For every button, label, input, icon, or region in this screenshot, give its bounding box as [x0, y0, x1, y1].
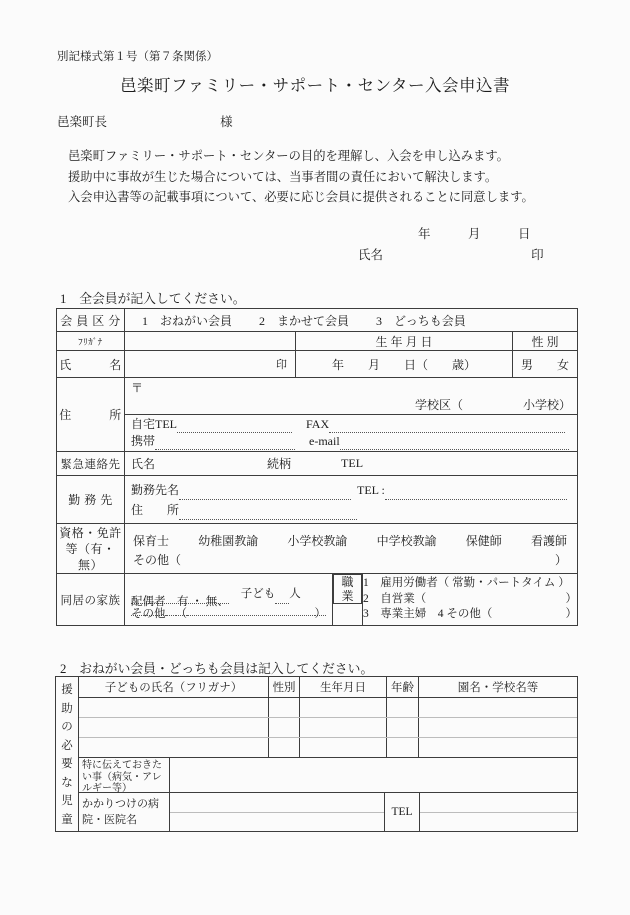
workplace-label: 勤 務 先	[57, 476, 125, 524]
family-row	[57, 574, 578, 626]
occupation-close: ）	[565, 592, 577, 605]
child-school-cell	[419, 698, 577, 717]
special-notes-label: 特に伝えておきたい事（病気・アレルギー等）	[79, 758, 170, 792]
sex-field: 男 女	[513, 351, 578, 378]
spouse-field: 配偶者 有 ・ 無、	[131, 592, 229, 604]
child-name-cell	[79, 738, 269, 757]
date-line: 年 月 日	[418, 227, 531, 241]
section2-heading: 2 おねがい会員・どっちも会員は記入してください。	[60, 662, 374, 676]
email-field	[340, 438, 569, 450]
mobile-label: 携帯	[131, 434, 156, 448]
contact-numbers-field	[125, 415, 578, 452]
postal-mark: 〒	[131, 381, 144, 395]
child-sex-cell	[269, 718, 300, 737]
home-tel-field	[177, 421, 292, 433]
child-dob-cell	[300, 718, 387, 737]
children-label: 子ども	[240, 587, 276, 600]
address-field	[125, 378, 578, 415]
children-count-field	[275, 592, 289, 604]
member-type-option: 2 まかせて会員	[259, 313, 350, 328]
occupation-field	[363, 574, 578, 626]
page-title: 邑楽町ファミリー・サポート・センター入会申込書	[119, 76, 510, 95]
seal-label: 印	[531, 248, 544, 262]
child-dob-cell	[300, 738, 387, 757]
qualification-other-label: その他（	[133, 552, 182, 567]
children-table-main	[79, 677, 577, 831]
child-school-cell	[419, 718, 577, 737]
workplace-field	[125, 476, 578, 524]
qualification-other-field	[181, 551, 555, 568]
hospital-label: かかりつけの病院・医院名	[79, 793, 170, 831]
child-sex-cell	[269, 738, 300, 757]
school-district-field: 学校区（ 小学校）	[414, 398, 571, 412]
member-type-option: 3 どっちも会員	[376, 313, 466, 328]
divider	[170, 812, 384, 813]
child-age-cell	[387, 738, 419, 757]
emergency-label: 緊急連絡先	[57, 452, 125, 476]
dob-field: 年 月 日（ 歳）	[296, 351, 513, 378]
furigana-label: ﾌﾘｶﾞﾅ	[57, 332, 125, 351]
family-other-close: ）	[315, 604, 327, 616]
occupation-blank	[426, 592, 565, 608]
occupation-close: ）	[565, 608, 577, 621]
hospital-name-field	[170, 793, 385, 831]
child-age-cell	[387, 718, 419, 737]
children-unit: 人	[289, 587, 301, 600]
children-table-header	[79, 677, 577, 698]
hospital-tel-field	[420, 793, 577, 831]
pledge-line: 入会申込書等の記載事項について、必要に応じ会員に提供されることに同意します。	[68, 190, 534, 204]
member-type-row	[57, 309, 578, 332]
family-field	[125, 574, 333, 626]
form-number: 別記様式第１号（第７条関係）	[57, 51, 218, 63]
col-child-name: 子どもの氏名（フリガナ）	[79, 677, 269, 697]
sex-header: 性 別	[513, 332, 578, 351]
occupation-option: 3 専業主婦 4 その他（	[363, 608, 493, 621]
member-type-option: 1 おねがい会員	[142, 313, 233, 328]
qualifications-row	[57, 524, 578, 574]
qualification-other-close: ）	[554, 552, 567, 567]
col-age: 年齢	[387, 677, 419, 697]
occupation-option: 1 雇用労働者（ 常勤・パートタイム ）	[363, 577, 570, 590]
address-row-contacts	[57, 415, 578, 452]
qualification-item: 幼稚園教諭	[198, 533, 259, 548]
furigana-field	[125, 332, 296, 351]
name-row	[57, 351, 578, 378]
addressee-name: 邑楽町長	[57, 115, 108, 129]
workplace-addr-field	[179, 508, 357, 520]
qualification-item: 保健師	[465, 533, 502, 548]
child-row	[79, 698, 577, 718]
member-type-options	[125, 309, 578, 332]
qualification-item: 保育士	[133, 533, 170, 548]
child-school-cell	[419, 738, 577, 757]
family-other-open: （	[176, 604, 188, 616]
qualification-item: 看護師	[530, 533, 567, 548]
hospital-row	[79, 793, 577, 831]
workplace-addr-label: 住 所	[131, 502, 180, 517]
furigana-row	[57, 332, 578, 351]
email-label: e-mail	[309, 434, 340, 448]
occupation-label: 職 業	[333, 574, 362, 604]
qualification-item: 中学校教諭	[376, 533, 437, 548]
child-sex-cell	[269, 698, 300, 717]
child-name-cell	[79, 698, 269, 717]
col-dob: 生年月日	[300, 677, 387, 697]
children-table	[55, 676, 578, 832]
addressee-line	[57, 112, 233, 130]
workplace-tel-label: TEL :	[357, 482, 385, 497]
qualification-item: 小学校教諭	[287, 533, 348, 548]
pledge-paragraphs	[68, 146, 534, 208]
qualifications-label: 資格・免許 等（有・無）	[57, 524, 125, 574]
child-row	[79, 718, 577, 738]
dob-header: 生 年 月 日	[296, 332, 513, 351]
occupation-option: 2 自営業（	[363, 592, 427, 605]
family-other-label: その他	[131, 604, 166, 616]
emergency-field	[125, 452, 578, 476]
family-label: 同居の家族	[57, 574, 125, 626]
address-label: 住 所	[57, 378, 125, 452]
hospital-tel-label: TEL	[385, 793, 420, 831]
child-dob-cell	[300, 698, 387, 717]
pledge-line: 援助中に事故が生じた場合については、当事者間の責任において解決します。	[68, 169, 498, 184]
signature-line	[358, 245, 544, 263]
workplace-row	[57, 476, 578, 524]
emergency-tel-label: TEL	[341, 456, 364, 470]
family-other-gap	[166, 604, 176, 616]
divider	[420, 812, 577, 813]
pledge-line: 邑楽町ファミリー・サポート・センターの目的を理解し、入会を申し込みます。	[68, 149, 509, 163]
emergency-relation-label: 続柄	[267, 457, 292, 471]
section1-heading: 1 全会員が記入してください。	[60, 292, 246, 306]
child-age-cell	[387, 698, 419, 717]
children-side-label: 援 助 の 必 要 な 児 童	[56, 677, 79, 831]
fax-label: FAX	[306, 417, 330, 431]
fax-field	[329, 421, 565, 433]
col-school: 園名・学校名等	[457, 682, 539, 694]
mobile-field	[155, 438, 295, 450]
occupation-blank	[492, 607, 565, 623]
member-type-label: 会 員 区 分	[57, 309, 125, 332]
name-field-with-seal: 印	[125, 351, 296, 378]
all-members-table	[56, 308, 578, 626]
special-notes-row	[79, 758, 577, 793]
addressee-honorific: 様	[220, 115, 233, 129]
qualifications-field	[125, 524, 578, 574]
child-row	[79, 738, 577, 758]
address-row-top	[57, 378, 578, 415]
signature-name-label: 氏名	[358, 248, 384, 262]
special-notes-field	[170, 758, 577, 792]
workplace-name-label: 勤務先名	[131, 482, 180, 497]
home-tel-label: 自宅TEL	[131, 417, 177, 431]
workplace-name-field	[179, 488, 351, 500]
name-label: 氏 名	[57, 351, 125, 378]
col-sex: 性別	[269, 677, 300, 697]
child-name-cell	[79, 718, 269, 737]
emergency-name-label: 氏名	[131, 457, 156, 471]
workplace-tel-field	[385, 488, 567, 500]
family-other-field	[187, 604, 315, 616]
emergency-contact-row	[57, 452, 578, 476]
